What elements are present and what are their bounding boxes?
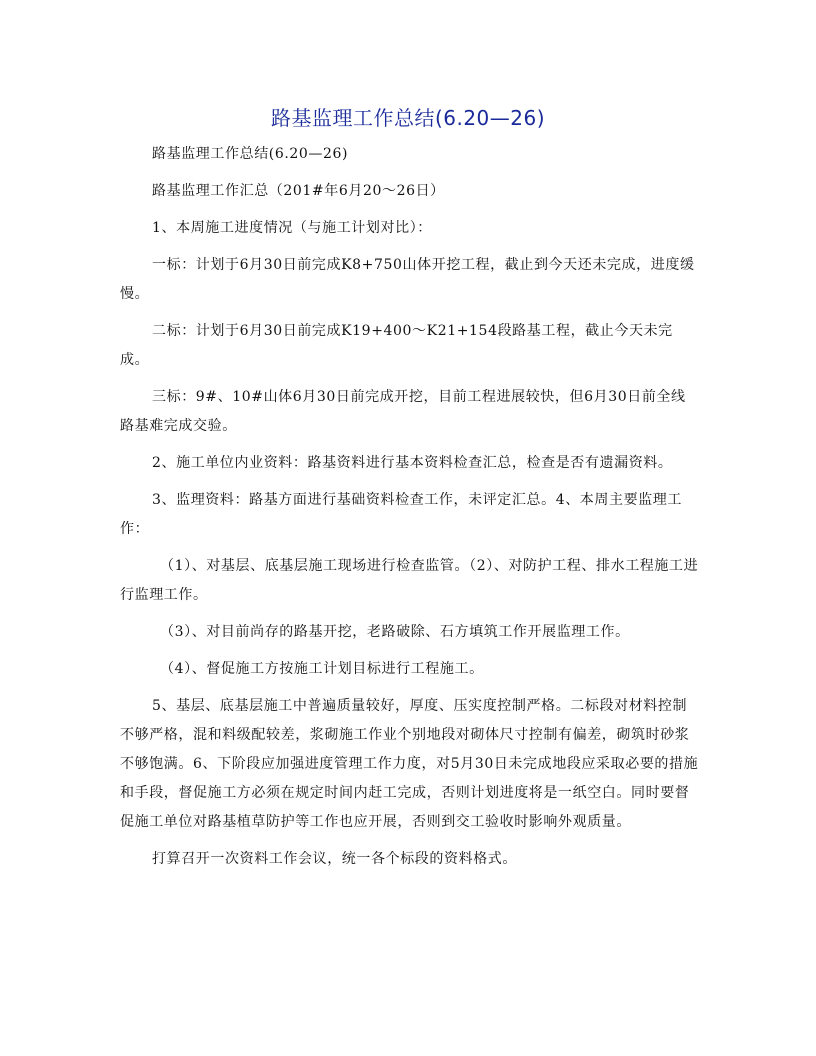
paragraph-quality-and-next-steps: 5、基层、底基层施工中普遍质量较好，厚度、压实度控制严格。二标段对材料控制不够严格，混和料级配较差，浆砌施工作业个别地段对砌体尺寸控制有偏差，砌筑时砂浆不够饱满。6、下阶段应加强进度管理工作力度，对5月30日未完成地段应采取必要的措施和手段，督促施工方必须在规定时间内赶工完成，否则计划进度将是一纸空白。同时要督促施工单位对路基植草防护等工作也应开展，否则到交工验收时影响外观质量。 (120, 698, 699, 830)
paragraph-work-item-1-2: （1）、对基层、底基层施工现场进行检查监管。（2）、对防护工程、排水工程施工进行监理工作。 (120, 558, 699, 603)
document-body (120, 140, 700, 882)
paragraph-contractor-records: 2、施工单位内业资料：路基资料进行基本资料检查汇总，检查是否有遗漏资料。 (152, 455, 673, 471)
paragraph-section-3: 三标：9#、10#山体6月30日前完成开挖，目前工程进展较快，但6月30日前全线路基难完成交验。 (120, 389, 686, 434)
paragraph-summary-period: 路基监理工作汇总（201#年6月20～26日） (152, 183, 445, 199)
paragraph-meeting-plan: 打算召开一次资料工作会议，统一各个标段的资料格式。 (152, 851, 517, 867)
paragraph-section-2: 二标：计划于6月30日前完成K19+400～K21+154段路基工程，截止今天未完成。 (120, 323, 673, 368)
paragraph-section-1: 一标：计划于6月30日前完成K8+750山体开挖工程，截止到今天还未完成，进度缓慢。 (120, 257, 695, 302)
paragraph-progress-heading: 1、本周施工进度情况（与施工计划对比）： (152, 220, 432, 236)
document-title: 路基监理工作总结(6.20—26) (270, 106, 546, 130)
paragraph-supervision-records: 3、监理资料：路基方面进行基础资料检查工作，未评定汇总。4、本周主要监理工作： (120, 492, 683, 537)
paragraph-work-item-3: （3）、对目前尚存的路基开挖，老路破除、石方填筑工作开展监理工作。 (160, 624, 630, 640)
paragraph-subtitle: 路基监理工作总结(6.20—26) (152, 146, 349, 162)
paragraph-work-item-4: （4）、督促施工方按施工计划目标进行工程施工。 (160, 661, 484, 677)
